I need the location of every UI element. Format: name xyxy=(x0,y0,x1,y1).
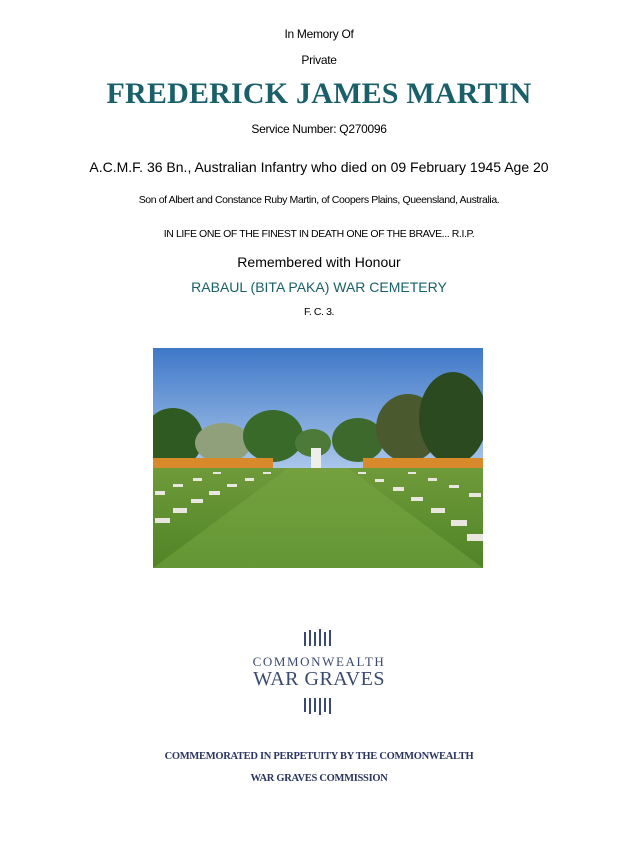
footer-line-2: WAR GRAVES COMMISSION xyxy=(250,773,388,784)
unit-line: A.C.M.F. 36 Bn., Australian Infantry who died on 09 February 1945 Age 20 xyxy=(89,159,549,175)
logo-text-commonwealth: COMMONWEALTH xyxy=(252,654,386,669)
casualty-name: FREDERICK JAMES MARTIN xyxy=(106,77,532,110)
service-number: Service Number: Q270096 xyxy=(251,122,387,136)
cemetery-name: RABAUL (BITA PAKA) WAR CEMETERY xyxy=(191,279,447,295)
footer-line-1: COMMEMORATED IN PERPETUITY BY THE COMMONWEALTH xyxy=(164,751,474,762)
logo-text-war-graves: WAR GRAVES xyxy=(253,668,385,690)
family-line: Son of Albert and Constance Ruby Martin, of Coopers Plains, Queensland, Australia. xyxy=(138,194,500,206)
rank: Private xyxy=(301,53,337,67)
memory-heading: In Memory Of xyxy=(284,27,354,41)
remembered-line: Remembered with Honour xyxy=(237,254,401,270)
cemetery-photo xyxy=(153,348,483,568)
inscription: IN LIFE ONE OF THE FINEST IN DEATH ONE OF THE BRAVE... R.I.P. xyxy=(163,228,475,240)
grave-reference: F. C. 3. xyxy=(303,306,335,318)
